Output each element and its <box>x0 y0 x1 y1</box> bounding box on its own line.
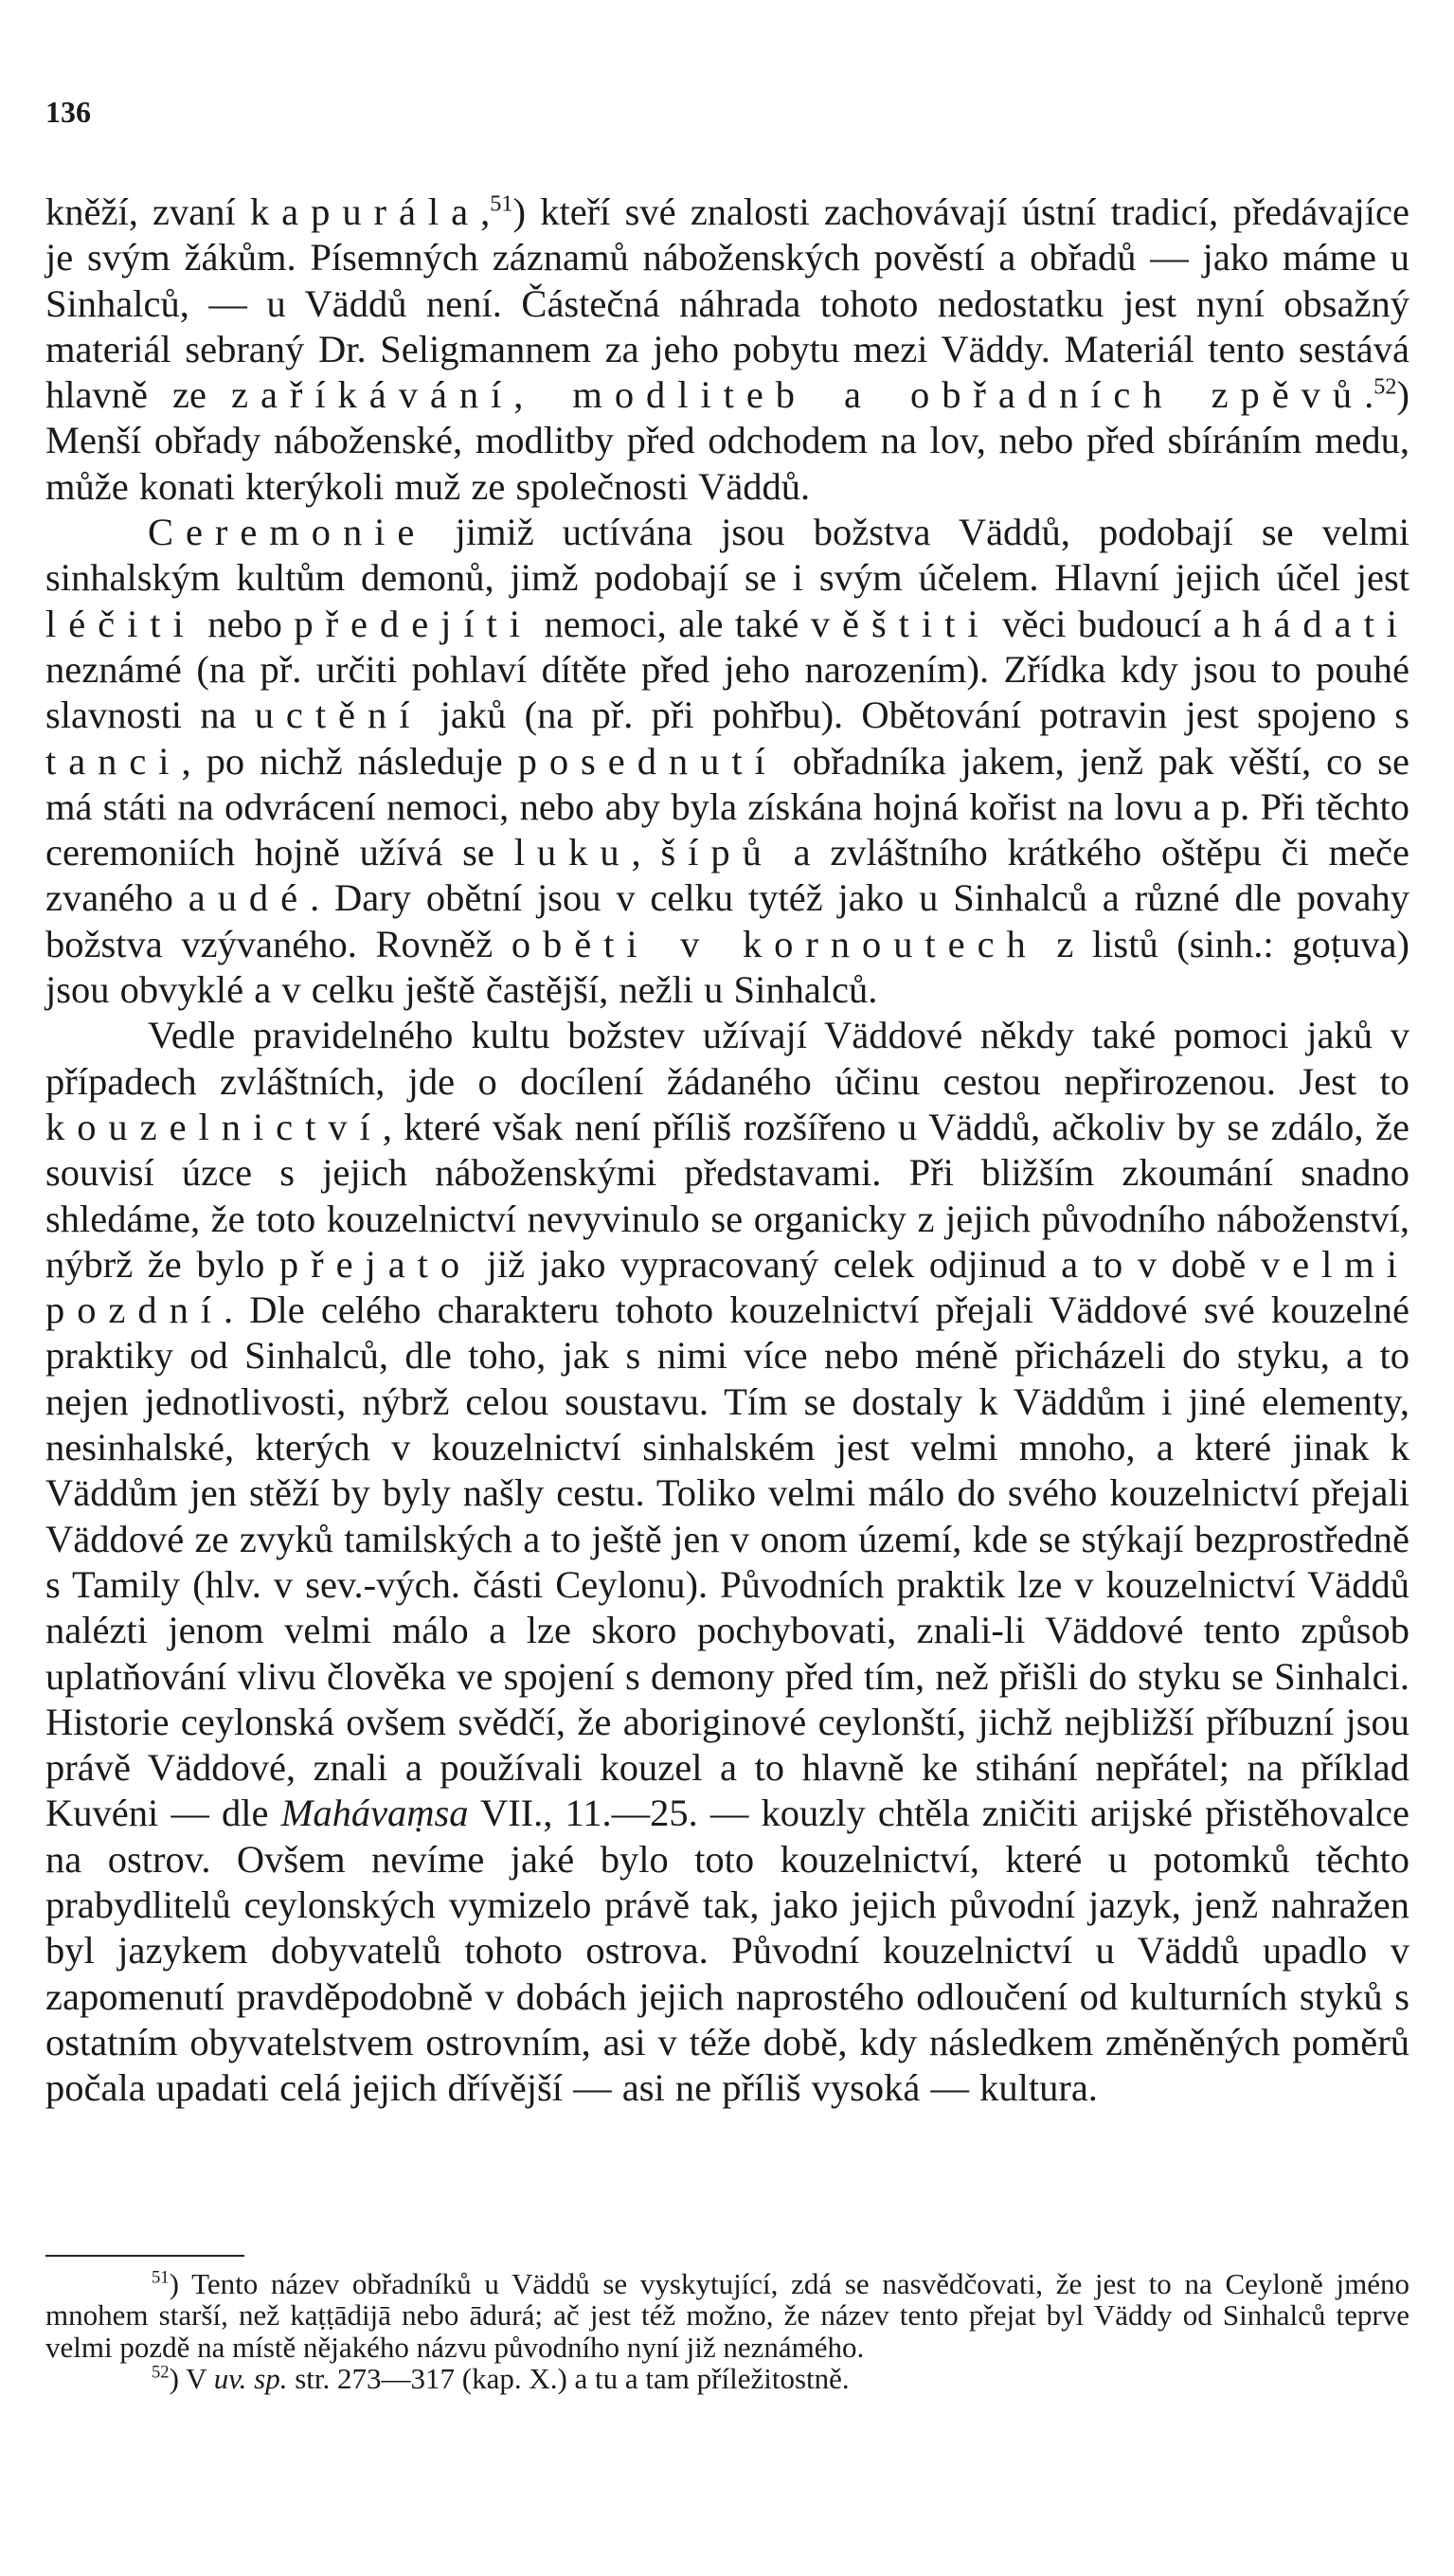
text-run: kněží, zvaní <box>45 190 250 233</box>
text-run: z listů (sinh.: goṭuva) jsou obvyklé a v celku ještě častější, nežli u Sinhalců. <box>45 922 1410 1012</box>
spaced-emphasis: oběti v kornoutech <box>511 922 1038 965</box>
spaced-emphasis: audé <box>188 876 311 920</box>
footnote-52 <box>45 2363 1409 2394</box>
text-run: . Dary obětní jsou v celku tytéž jako u Sinhalců a různé dle povahy božstva vzývaného. Rovněž <box>45 876 1409 965</box>
spaced-emphasis: Ceremonie <box>148 511 427 554</box>
text-run: , <box>631 831 661 874</box>
spaced-emphasis: hádati <box>1242 602 1409 645</box>
text-run: jaků (na př. při pohřbu). Obětování potravin jest spojeno s <box>422 694 1409 737</box>
spaced-emphasis: léčiti <box>45 602 196 645</box>
spaced-emphasis: šípů <box>660 831 774 874</box>
text-run: nemoci, ale také <box>531 602 811 645</box>
text-run: ) Tento název obřadníků u Väddů se vyskytující, zdá se nasvědčovati, že jest to na Ceyloně jméno mnohem starší, než kaṭṭādijā nebo ādurá; ač jest též možno, že název tento přejat byl Väddy od Sinhalců teprve velmi pozdě na místě nějakého názvu původního nyní již neznámého. <box>45 2267 1409 2364</box>
footnote-divider <box>45 2255 244 2257</box>
text-run: VII., 11.—25. — kouzly chtěla zničiti arijské přistěhovalce na ostrov. Ovšem nevíme jaké bylo toto kouzelnictví, které u potomků těchto prabydlitelů ceylonských vymizelo právě tak, jako jejich původní jazyk, jenž nahražen byl jazykem dobyvatelů tohoto ostrova. Původní kouzelnictví u Väddů upadlo v zapomenutí pravděpodobně v dobách jejich naprostého odloučení od kulturních styků s ostatním obyvatelstvem ostrovním, asi v téže době, kdy následkem změněných poměrů počala upadati celá jejich dřívější — asi ne příliš vysoká — kultura. <box>45 1792 1409 2110</box>
spaced-emphasis: uctění <box>254 694 422 737</box>
footnotes <box>45 2268 1409 2394</box>
text-run: již jako vypracovaný celek odjinud a to v době <box>472 1242 1261 1286</box>
spaced-emphasis: věštiti <box>810 602 991 645</box>
text-run: ) Menší obřady náboženské, modlitby před odchodem na lov, nebo před sbíráním medu, může konati kterýkoli muž ze společnosti Väddů. <box>45 373 1409 508</box>
italic-text: uv. sp. <box>213 2361 288 2395</box>
body-text <box>45 189 1409 2111</box>
text-run: ) V <box>169 2361 214 2395</box>
text-run: str. 273—317 (kap. X.) a tu a tam příležitostně. <box>287 2361 850 2395</box>
footnote-51 <box>45 2268 1409 2363</box>
text-run: , <box>480 190 491 233</box>
paragraph-3 <box>45 1013 1409 2111</box>
spaced-emphasis: předejíti <box>294 602 532 645</box>
spaced-emphasis: posednutí <box>517 739 778 783</box>
footnote-ref: 51 <box>490 190 513 217</box>
spaced-emphasis: tanci <box>45 739 182 783</box>
paragraph-2 <box>45 510 1409 1013</box>
spaced-emphasis: kapurála <box>249 190 481 233</box>
page-number: 136 <box>45 95 91 129</box>
spaced-emphasis: zaříkávání, modliteb a obřadních zpěvů <box>231 373 1365 417</box>
spaced-emphasis: velmi pozdní <box>45 1242 1409 1332</box>
italic-text: Mahávaṃsa <box>280 1792 469 1835</box>
spaced-emphasis: luku <box>513 831 632 874</box>
text-run: věci budoucí a <box>990 602 1243 645</box>
text-run: , které však není příliš rozšířeno u Väddů, ačkoliv by se zdálo, že souvisí úzce s jejich náboženskými představami. Při bližším zkoumání snadno shledáme, že toto kouzelnictví nevyvinulo se organicky z jejich původního náboženství, nýbrž že bylo <box>45 1105 1409 1286</box>
text-run: . <box>1364 373 1374 417</box>
spaced-emphasis: kouzelnictví <box>45 1105 383 1148</box>
text-run: ) kteří své znalosti zachovávají ústní tradicí, předávajíce je svým žákům. Písemných záznamů náboženských pověstí a obřadů — jako máme u Sinhalců, — u Väddů není. Částečná náhrada tohoto nedostatku jest nyní obsažný materiál sebraný Dr. Seligmannem za jeho pobytu mezi Väddy. Materiál tento sestává hlavně ze <box>45 190 1409 417</box>
text-run: neznámé (na př. určiti pohlaví dítěte před jeho narozením). Zřídka kdy jsou to pouhé slavnosti na <box>45 647 1409 737</box>
text-run: a zvláštního krátkého oštěpu či meče zvaného <box>45 831 1409 920</box>
text-run: jimiž uctívána jsou božstva Väddů, podobají se velmi sinhalským kultům demonů, jimž podobají se i svým účelem. Hlavní jejich účel jest <box>45 511 1409 600</box>
footnote-ref: 52 <box>152 2362 170 2383</box>
text-run: obřadníka jakem, jenž pak věští, co se má státi na odvrácení nemoci, nebo aby byla získána hojná kořist na lovu a p. Při těchto ceremoniích hojně užívá se <box>45 739 1409 874</box>
text-run: . Dle celého charakteru tohoto kouzelnictví přejali Väddové své kouzelné praktiky od Sinhalců, dle toho, jak s nimi více nebo méně přicházeli do styku, a to nejen jednotlivosti, nýbrž celou soustavu. Tím se dostaly k Väddům i jiné elementy, nesinhalské, kterých v kouzelnictví sinhalském jest velmi mnoho, a které jinak k Väddům jen stěží by byly našly cestu. Toliko velmi málo do svého kouzelnictví přejali Väddové ze zvyků tamilských a to ještě jen v onom území, kde se stýkají bezprostředně s Tamily (hlv. v sev.-vých. části Ceylonu). Původních praktik lze v kouzelnictví Väddů nalézti jenom velmi málo a lze skoro pochybovati, znali-li Väddové tento způsob uplatňování vlivu člověka ve spojení s demony před tím, než přišli do styku se Sinhalci. Historie ceylonská ovšem svědčí, že aboriginové ceylonští, jichž nejbližší příbuzní jsou právě Väddové, znali a používali kouzel a to hlavně ke stihání nepřátel; na příklad Kuvéni — dle <box>45 1288 1409 1835</box>
text-run: Vedle pravidelného kultu božstev užívají Väddové někdy také pomoci jaků v případech zvláštních, jde o docílení žádaného účinu cestou nepřirozenou. Jest to <box>45 1014 1409 1103</box>
paragraph-1 <box>45 189 1409 510</box>
text-run: nebo <box>195 602 295 645</box>
footnote-ref: 51 <box>152 2267 170 2288</box>
spaced-emphasis: přejato <box>278 1242 473 1286</box>
text-run: , po nichž následuje <box>181 739 518 783</box>
footnote-ref: 52 <box>1373 373 1397 400</box>
